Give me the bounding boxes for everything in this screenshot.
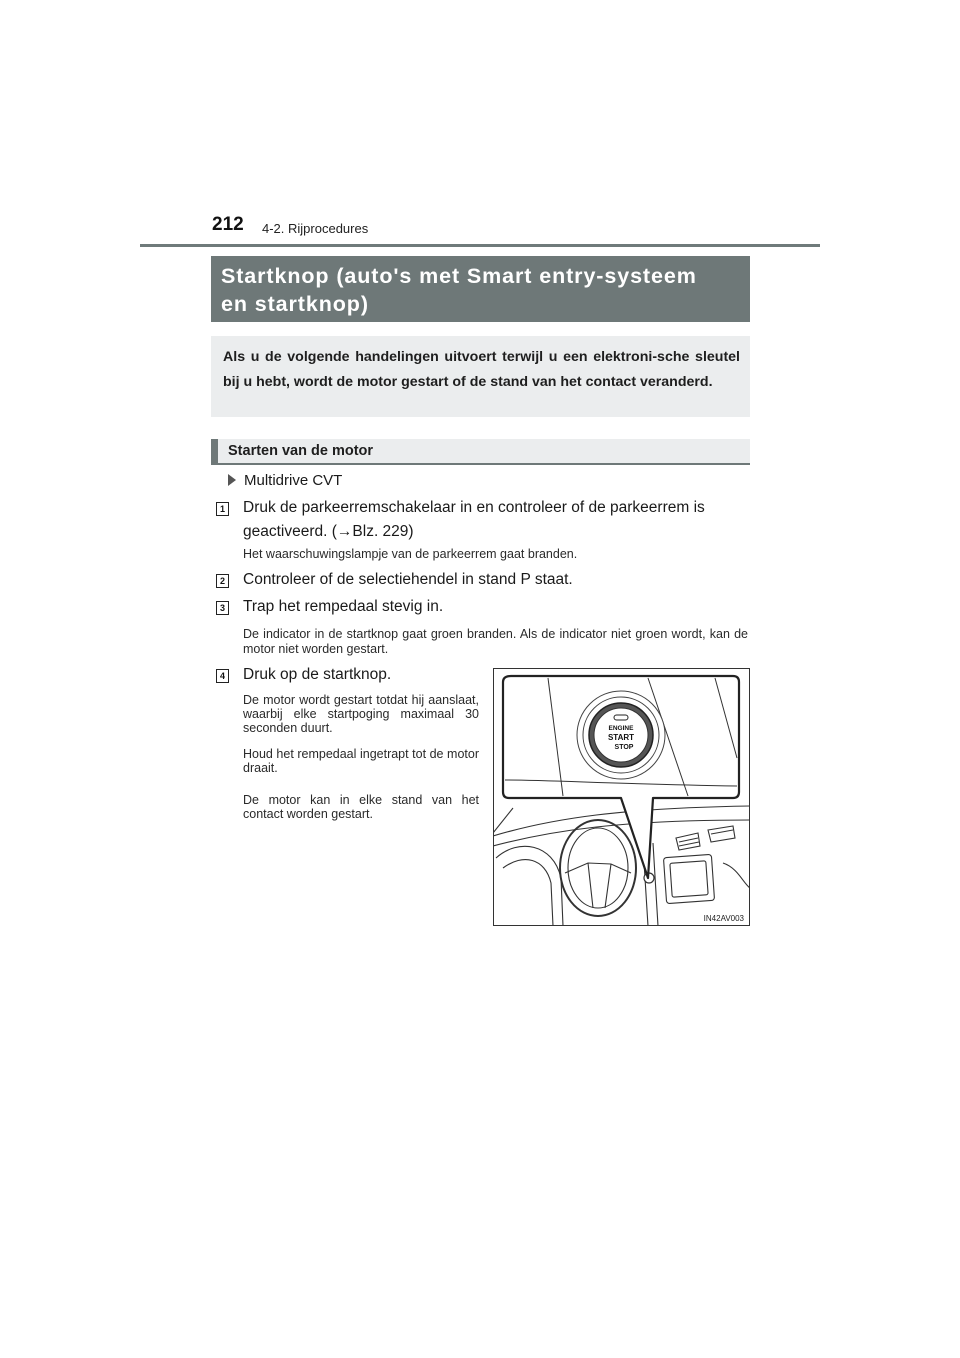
variant-label <box>228 472 342 489</box>
page-title-line-1: Startknop (auto's met Smart entry-systeem <box>221 264 697 288</box>
step-number-2: 2 <box>216 574 229 588</box>
engine-start-button-illustration <box>493 668 750 926</box>
step-number-3: 3 <box>216 601 229 615</box>
button-label-line-2: START <box>607 733 635 742</box>
variant-text: Multidrive CVT <box>244 472 343 489</box>
step-1-text-line-2: geactiveerd. (→Blz. 229) <box>243 523 414 540</box>
step-1-text-line-1: Druk de parkeerremschakelaar in en controleer of de parkeerrem is <box>243 499 705 516</box>
button-label-line-1: ENGINE <box>608 725 634 732</box>
triangle-bullet-icon <box>228 474 236 486</box>
step-4-note-3: De motor kan in elke stand van het contact worden gestart. <box>243 793 479 821</box>
step-4-note-2: Houd het rempedaal ingetrapt tot de motor draait. <box>243 747 479 775</box>
step-4-note-1: De motor wordt gestart totdat hij aanslaat, waarbij elke startpoging maximaal 30 seconden duurt. <box>243 693 479 735</box>
step-3-note: De indicator in de startknop gaat groen branden. Als de indicator niet groen wordt, kan de motor niet worden gestart. <box>243 627 748 656</box>
intro-box: Als u de volgende handelingen uitvoert terwijl u een elektroni-sche sleutel bij u hebt, wordt de motor gestart of de stand van het contact veranderd. <box>211 336 750 417</box>
header-divider <box>140 244 820 247</box>
step-1-note: Het waarschuwingslampje van de parkeerrem gaat branden. <box>243 547 578 561</box>
page-title <box>211 256 750 322</box>
step-2-text: Controleer of de selectiehendel in stand P staat. <box>243 571 573 588</box>
step-number-4: 4 <box>216 669 229 683</box>
step-1-text <box>243 496 753 544</box>
page-number: 212 <box>212 214 244 235</box>
section-heading: Starten van de motor <box>211 439 750 465</box>
step-4-text: Druk op de startknop. <box>243 666 392 683</box>
page-title-line-2: en startknop) <box>221 292 369 316</box>
chapter-title: 4-2. Rijprocedures <box>262 221 369 236</box>
step-number-1: 1 <box>216 502 229 516</box>
button-label-line-3: STOP <box>614 744 634 751</box>
step-3-text: Trap het rempedaal stevig in. <box>243 598 444 615</box>
illustration-code: IN42AV003 <box>703 914 744 923</box>
